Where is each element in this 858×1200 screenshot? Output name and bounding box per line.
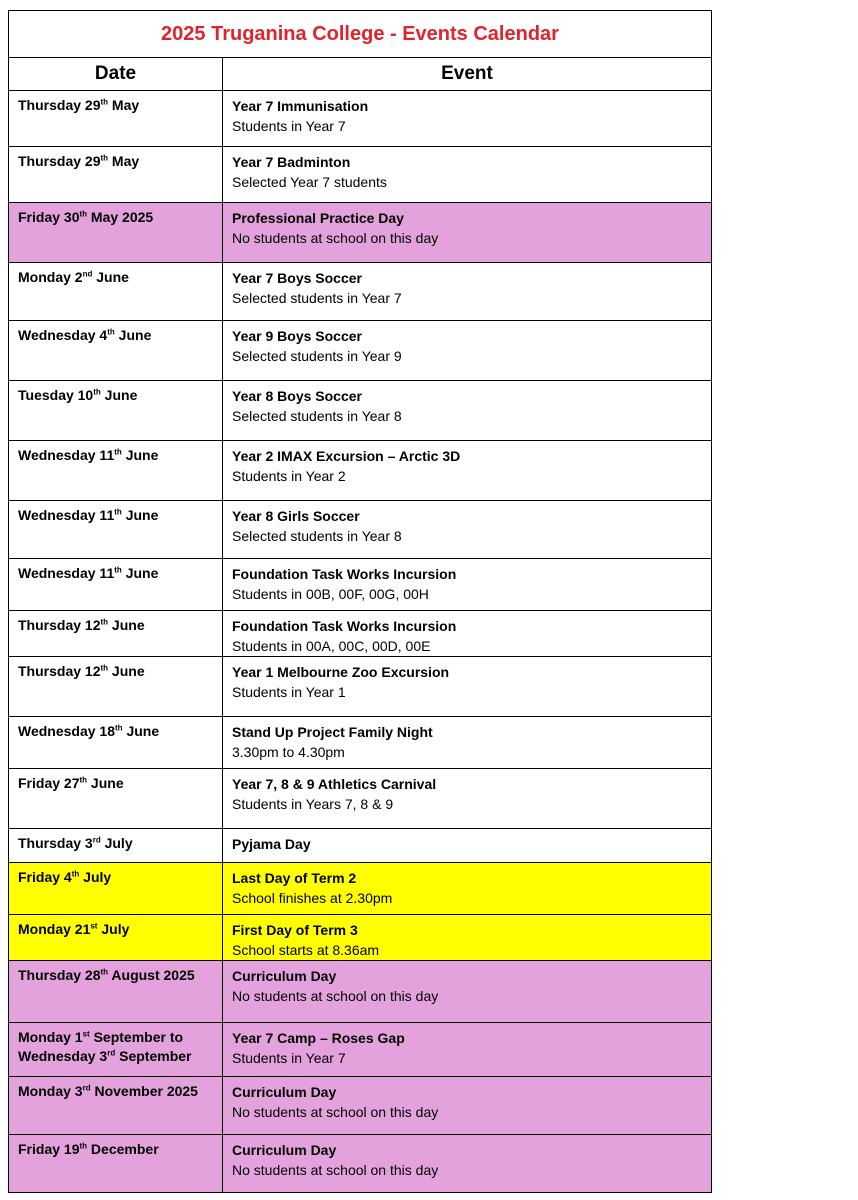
event-date-line [18, 208, 216, 227]
event-date [9, 1077, 223, 1135]
event-date [9, 501, 223, 559]
date-ordinal-suffix: th [71, 869, 80, 879]
table-row [9, 91, 712, 147]
event-date-line [18, 662, 216, 681]
event-date-line [18, 722, 216, 741]
date-month: June [121, 447, 159, 463]
event-date-line [18, 152, 216, 171]
table-row [9, 717, 712, 769]
event-date [9, 263, 223, 321]
event-detail: No students at school on this day [232, 1104, 439, 1120]
event-description [223, 769, 712, 829]
event-title: First Day of Term 3 [232, 922, 358, 938]
event-title: Stand Up Project Family Night [232, 724, 433, 740]
table-row [9, 769, 712, 829]
table-row [9, 915, 712, 961]
event-date-line [18, 774, 216, 793]
table-row [9, 1077, 712, 1135]
date-main: Tuesday 10 [18, 387, 94, 403]
event-date [9, 441, 223, 501]
event-title: Curriculum Day [232, 1142, 337, 1158]
date-main: Thursday 29 [18, 153, 101, 169]
date-ordinal-suffix: th [79, 209, 88, 219]
event-title: Year 9 Boys Soccer [232, 328, 362, 344]
event-detail: Selected students in Year 9 [232, 348, 402, 364]
event-title: Foundation Task Works Incursion [232, 618, 457, 634]
date-main: Friday 27 [18, 775, 80, 791]
event-date-line [18, 268, 216, 287]
date-ordinal-suffix: th [114, 507, 122, 517]
date-ordinal-suffix: nd [82, 269, 93, 279]
event-description [223, 381, 712, 441]
table-row [9, 441, 712, 501]
event-detail: Students in Year 2 [232, 468, 346, 484]
date-month: June [87, 775, 124, 791]
date-main: Friday 30 [18, 209, 80, 225]
event-title: Year 7 Camp – Roses Gap [232, 1030, 405, 1046]
date-month: July [79, 869, 112, 885]
event-description [223, 1077, 712, 1135]
date-month: December [87, 1141, 159, 1157]
event-title: Year 7 Immunisation [232, 98, 369, 114]
title-row [9, 11, 712, 58]
table-row [9, 961, 712, 1023]
date-ordinal-suffix: th [100, 97, 109, 107]
event-date [9, 829, 223, 863]
events-calendar-table [8, 10, 712, 1193]
date-month: June [114, 327, 152, 343]
event-title: Curriculum Day [232, 968, 337, 984]
event-description [223, 91, 712, 147]
event-description [223, 961, 712, 1023]
event-description [223, 441, 712, 501]
event-detail: Selected students in Year 8 [232, 528, 402, 544]
event-date-line [18, 868, 216, 887]
event-date [9, 559, 223, 611]
event-title: Year 8 Girls Soccer [232, 508, 360, 524]
events-list [9, 91, 712, 1193]
event-title: Year 7, 8 & 9 Athletics Carnival [232, 776, 437, 792]
event-detail: Students in Year 1 [232, 684, 346, 700]
event-detail: School starts at 8.36am [232, 942, 380, 958]
event-detail: No students at school on this day [232, 988, 439, 1004]
event-title: Professional Practice Day [232, 210, 404, 226]
event-detail: No students at school on this day [232, 230, 439, 246]
date-ordinal-suffix: th [93, 387, 101, 397]
date-ordinal-suffix: th [115, 723, 123, 733]
event-detail: No students at school on this day [232, 1162, 439, 1178]
table-row [9, 863, 712, 915]
event-title: Last Day of Term 2 [232, 870, 357, 886]
event-detail: School finishes at 2.30pm [232, 890, 393, 906]
date-month: August 2025 [108, 967, 195, 983]
event-date-line [18, 1082, 216, 1101]
date-main: Monday 1 [18, 1029, 83, 1045]
table-row [9, 829, 712, 863]
event-date-line [18, 1028, 216, 1047]
date-ordinal-suffix: th [100, 967, 109, 977]
event-title: Pyjama Day [232, 836, 311, 852]
event-description [223, 147, 712, 203]
date-ordinal-suffix: rd [82, 1083, 91, 1093]
event-description [223, 829, 712, 863]
date-month: September [115, 1048, 192, 1064]
date-main: Wednesday 3 [18, 1048, 108, 1064]
event-title: Year 8 Boys Soccer [232, 388, 362, 404]
date-main: Wednesday 11 [18, 447, 115, 463]
date-main: Wednesday 11 [18, 507, 115, 523]
date-ordinal-suffix: rd [92, 835, 101, 845]
table-row [9, 203, 712, 263]
calendar-title: 2025 Truganina College - Events Calendar [9, 11, 712, 58]
date-main: Wednesday 18 [18, 723, 116, 739]
event-date-line [18, 506, 216, 525]
date-main: Wednesday 4 [18, 327, 108, 343]
table-row [9, 147, 712, 203]
table-row [9, 559, 712, 611]
event-detail: Students in Year 7 [232, 118, 346, 134]
event-detail: Students in Years 7, 8 & 9 [232, 796, 394, 812]
event-description [223, 263, 712, 321]
table-row [9, 1023, 712, 1077]
event-title: Foundation Task Works Incursion [232, 566, 457, 582]
event-detail: Selected students in Year 7 [232, 290, 402, 306]
event-date [9, 147, 223, 203]
event-date-line [18, 326, 216, 345]
date-month: June [92, 269, 129, 285]
date-ordinal-suffix: th [100, 663, 109, 673]
date-ordinal-suffix: th [114, 447, 122, 457]
event-description [223, 863, 712, 915]
event-date-line [18, 834, 216, 853]
event-date [9, 915, 223, 961]
event-date [9, 1023, 223, 1077]
event-date [9, 611, 223, 657]
table-row [9, 321, 712, 381]
event-date [9, 91, 223, 147]
date-ordinal-suffix: th [114, 565, 122, 575]
event-date [9, 961, 223, 1023]
event-description [223, 717, 712, 769]
event-date-line [18, 616, 216, 635]
event-detail: Students in Year 7 [232, 1050, 346, 1066]
event-title: Year 7 Badminton [232, 154, 351, 170]
event-description [223, 559, 712, 611]
date-main: Thursday 28 [18, 967, 101, 983]
event-date-line [18, 1047, 216, 1066]
date-month: June [100, 387, 138, 403]
date-ordinal-suffix: th [107, 327, 115, 337]
date-month: June [108, 617, 145, 633]
date-month: May [108, 97, 140, 113]
date-month: June [121, 507, 159, 523]
table-row [9, 263, 712, 321]
event-date-line [18, 1140, 216, 1159]
event-description [223, 203, 712, 263]
event-title: Curriculum Day [232, 1084, 337, 1100]
date-main: Monday 2 [18, 269, 83, 285]
date-month: May 2025 [87, 209, 154, 225]
event-date [9, 769, 223, 829]
event-description [223, 1023, 712, 1077]
table-row [9, 611, 712, 657]
event-detail: Students in 00A, 00C, 00D, 00E [232, 638, 431, 654]
event-date [9, 717, 223, 769]
event-date [9, 321, 223, 381]
date-month: July [97, 921, 130, 937]
date-month: July [100, 835, 133, 851]
event-detail: Students in 00B, 00F, 00G, 00H [232, 586, 429, 602]
event-description [223, 321, 712, 381]
event-date-line [18, 966, 216, 985]
event-description [223, 1135, 712, 1193]
date-column-header: Date [9, 58, 223, 91]
date-ordinal-suffix: th [79, 1141, 88, 1151]
event-column-header: Event [223, 58, 712, 91]
date-main: Thursday 12 [18, 663, 101, 679]
date-ordinal-suffix: st [82, 1029, 90, 1039]
date-ordinal-suffix: th [100, 617, 109, 627]
date-main: Thursday 29 [18, 97, 101, 113]
date-month: September to [89, 1029, 184, 1045]
event-title: Year 1 Melbourne Zoo Excursion [232, 664, 450, 680]
event-title: Year 2 IMAX Excursion – Arctic 3D [232, 448, 461, 464]
date-main: Thursday 3 [18, 835, 93, 851]
event-date-line [18, 386, 216, 405]
date-month: November 2025 [90, 1083, 198, 1099]
event-description [223, 657, 712, 717]
event-date-line [18, 920, 216, 939]
table-row [9, 501, 712, 559]
event-detail: Selected students in Year 8 [232, 408, 402, 424]
date-main: Friday 19 [18, 1141, 80, 1157]
date-month: June [122, 723, 160, 739]
date-ordinal-suffix: st [90, 921, 98, 931]
table-row [9, 381, 712, 441]
date-main: Thursday 12 [18, 617, 101, 633]
event-date [9, 381, 223, 441]
event-date [9, 657, 223, 717]
event-description [223, 915, 712, 961]
date-month: June [108, 663, 145, 679]
date-month: June [121, 565, 159, 581]
date-ordinal-suffix: rd [107, 1048, 116, 1058]
date-main: Monday 3 [18, 1083, 83, 1099]
table-row [9, 657, 712, 717]
date-main: Friday 4 [18, 869, 72, 885]
date-main: Wednesday 11 [18, 565, 115, 581]
event-description [223, 611, 712, 657]
date-month: May [108, 153, 140, 169]
event-date-line [18, 446, 216, 465]
event-description [223, 501, 712, 559]
table-row [9, 1135, 712, 1193]
event-detail: Selected Year 7 students [232, 174, 387, 190]
event-date [9, 863, 223, 915]
event-date-line [18, 564, 216, 583]
date-ordinal-suffix: th [100, 153, 109, 163]
event-detail: 3.30pm to 4.30pm [232, 744, 345, 760]
event-date [9, 203, 223, 263]
date-ordinal-suffix: th [79, 775, 88, 785]
event-date [9, 1135, 223, 1193]
event-title: Year 7 Boys Soccer [232, 270, 362, 286]
event-date-line [18, 96, 216, 115]
header-row [9, 58, 712, 91]
date-main: Monday 21 [18, 921, 91, 937]
